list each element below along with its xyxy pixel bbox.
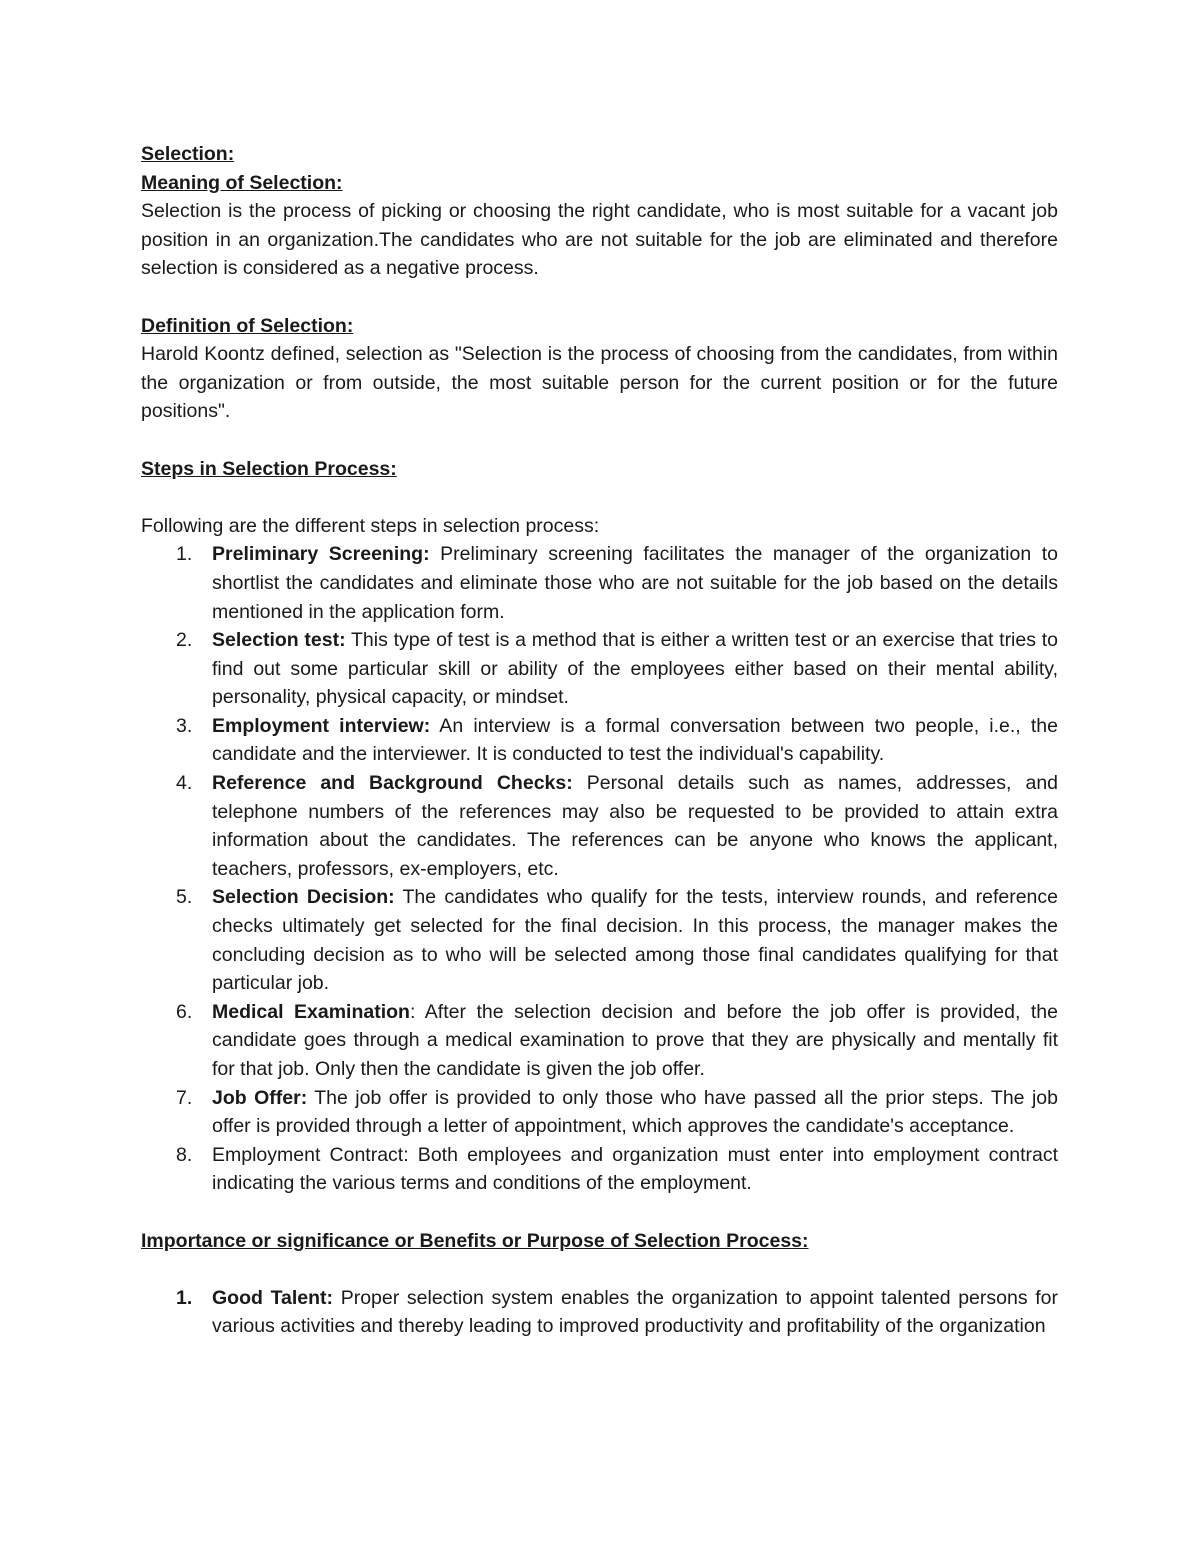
list-item-text: Personal details such as names, addresses, and telephone numbers of the references may also be requested to be provided to attain extra information about the candidates. The references can be anyone who knows the applicant, teachers, professors, ex-employers, etc. [212,772,1059,880]
spacer [141,426,1058,455]
list-number: 7. [176,1086,193,1109]
list-item [141,998,1058,1084]
list-item-label: Selection test: [212,629,346,652]
spacer [141,483,1058,512]
list-item-label: Reference and Background Checks: [212,772,573,795]
list-item-label: Selection Decision: [212,886,395,909]
list-item-label: Job Offer: [212,1086,308,1109]
list-number: 1. [176,1286,193,1309]
spacer [141,1255,1058,1284]
document-title: Selection: [141,143,235,165]
list-item-label: Medical Examination [212,1000,410,1023]
importance-heading: Importance or significance or Benefits or Purpose of Selection Process: [141,1229,809,1252]
list-item-text: The job offer is provided to only those who have passed all the prior steps. The job offer is provided through a letter of appointment, which approves the candidate's acceptance. [212,1086,1058,1138]
list-item-label: Preliminary Screening: [212,543,430,566]
list-number: 6. [176,1000,193,1023]
list-item-text: An interview is a formal conversation between two people, i.e., the candidate and the interviewer. It is conducted to test the individual's capability. [212,714,1058,766]
list-item-text: Proper selection system enables the organization to appoint talented persons for various activities and thereby leading to improved productivity and profitability of the organization [212,1286,1058,1338]
list-item-label: Employment interview: [212,714,431,737]
list-number: 3. [176,714,193,737]
importance-list [141,1284,1058,1341]
steps-list [141,540,1058,1198]
list-item [141,712,1058,769]
list-item [141,1284,1058,1341]
list-item-text: Employment Contract: Both employees and organization must enter into employment contract indicating the various terms and conditions of the employment. [212,1143,1058,1195]
spacer [141,1198,1058,1227]
list-number: 2. [176,629,193,652]
list-number: 1. [176,543,193,566]
steps-intro: Following are the different steps in selection process: [141,514,600,537]
list-item-text: The candidates who qualify for the tests, interview rounds, and reference checks ultimately get selected for the final decision. In this process, the manager makes the concluding decision as to who will be selected among those final candidates qualifying for that particular job. [212,886,1058,995]
list-number: 5. [176,886,193,909]
steps-heading: Steps in Selection Process: [141,457,397,480]
list-item-text: : After the selection decision and before the job offer is provided, the candidate goes through a medical examination to prove that they are physically and mentally fit for that job. Only then the candidate is given the job offer. [212,1000,1059,1080]
meaning-heading: Meaning of Selection: [141,171,343,194]
list-item-text: This type of test is a method that is either a written test or an exercise that tries to find out some particular skill or ability of the employees either based on their mental ability, personality, physical capacity, or mindset. [212,629,1058,709]
list-item [141,883,1058,997]
list-item [141,1141,1058,1198]
list-item [141,1084,1058,1141]
document-page [141,140,1058,1341]
meaning-paragraph: Selection is the process of picking or choosing the right candidate, who is most suitable for a vacant job position in an organization.The candidates who are not suitable for the job are eliminated and therefore selection is considered as a negative process. [141,200,1058,280]
list-item-text: Preliminary screening facilitates the manager of the organization to shortlist the candidates and eliminate those who are not suitable for the job based on the details mentioned in the application form. [212,543,1059,623]
list-number: 4. [176,772,193,795]
list-item-label: Good Talent: [212,1286,334,1309]
list-number: 8. [176,1143,193,1166]
list-item [141,769,1058,883]
list-item [141,626,1058,712]
list-item [141,540,1058,626]
definition-heading: Definition of Selection: [141,314,354,337]
spacer [141,283,1058,312]
definition-paragraph: Harold Koontz defined, selection as "Selection is the process of choosing from the candidates, from within the organization or from outside, the most suitable person for the current position or for the future positions". [141,343,1058,423]
